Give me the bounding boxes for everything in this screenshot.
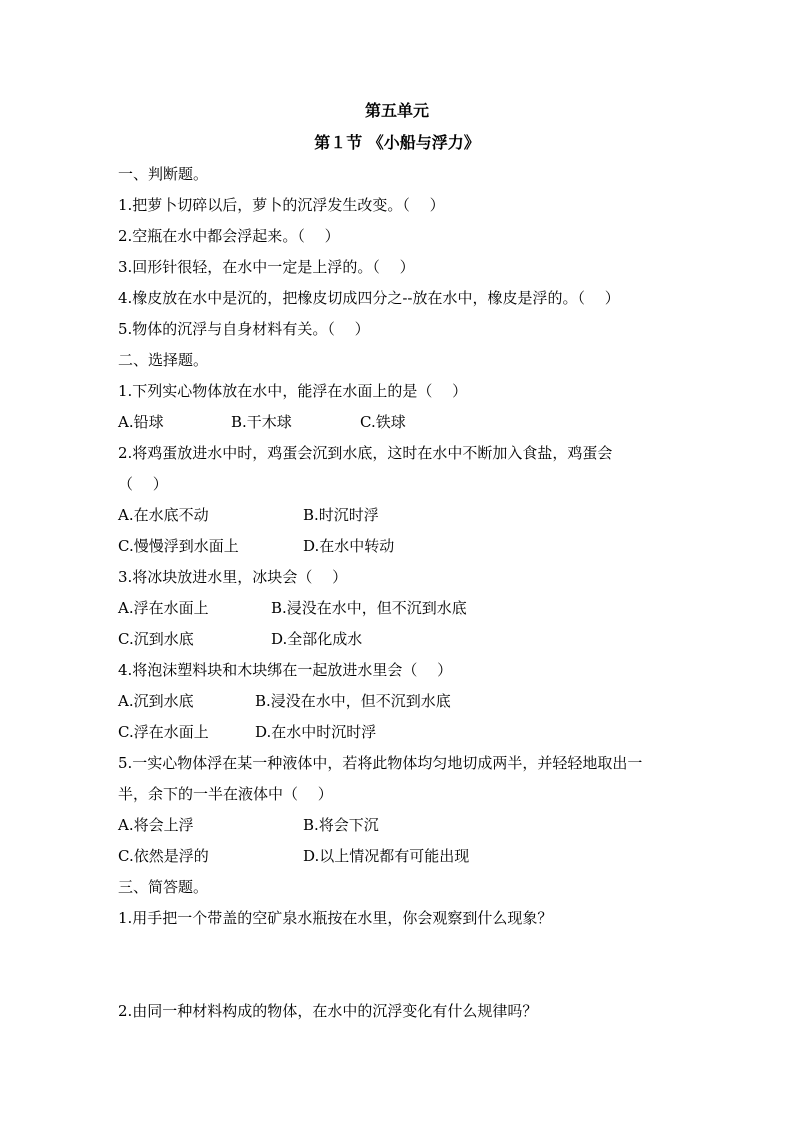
choice-q5-option-d: D.以上情况都有可能出现: [303, 847, 470, 865]
choice-q4-stem: 4.将泡沫塑料块和木块绑在一起放进水里会（ ）: [118, 661, 453, 679]
choice-q1-option-a: A.铅球: [118, 413, 164, 431]
short-answer-q1: 1.用手把一个带盖的空矿泉水瓶按在水里，你会观察到什么现象？: [118, 909, 553, 927]
section-heading-choice: 二、选择题。: [118, 351, 209, 369]
choice-q2-option-a: A.在水底不动: [118, 506, 209, 524]
choice-q4-option-a: A.沉到水底: [118, 692, 194, 710]
choice-q1-option-b: B.干木球: [231, 413, 292, 431]
choice-q4-option-b: B.浸没在水中，但不沉到水底: [255, 692, 451, 710]
choice-q4-option-d: D.在水中时沉时浮: [255, 723, 377, 741]
choice-q5-option-a: A.将会上浮: [118, 816, 194, 834]
choice-q1-stem: 1.下列实心物体放在水中，能浮在水面上的是（ ）: [118, 382, 468, 400]
unit-title: 第五单元: [364, 101, 429, 120]
section-heading-short-answer: 三、简答题。: [118, 878, 209, 896]
short-answer-q2: 2.由同一种材料构成的物体，在水中的沉浮变化有什么规律吗？: [118, 1002, 538, 1020]
judgment-item-3: 3.回形针很轻，在水中一定是上浮的。（ ）: [118, 258, 415, 276]
choice-q2-option-d: D.在水中转动: [303, 537, 395, 555]
choice-q2-option-c: C.慢慢浮到水面上: [118, 537, 239, 555]
judgment-item-1: 1.把萝卜切碎以后，萝卜的沉浮发生改变。（ ）: [118, 196, 445, 214]
choice-q1-option-c: C.铁球: [360, 413, 406, 431]
choice-q5-stem: 5.一实心物体浮在某一种液体中，若将此物体均匀地切成两半，并轻轻地取出一: [118, 754, 643, 772]
choice-q3-option-a: A.浮在水面上: [118, 599, 209, 617]
judgment-item-5: 5.物体的沉浮与自身材料有关。（ ）: [118, 320, 370, 338]
judgment-item-4: 4.橡皮放在水中是沉的，把橡皮切成四分之--放在水中，橡皮是浮的。（ ）: [118, 289, 620, 307]
choice-q2-stem: 2.将鸡蛋放进水中时，鸡蛋会沉到水底，这时在水中不断加入食盐，鸡蛋会: [118, 444, 613, 462]
choice-q4-option-c: C.浮在水面上: [118, 723, 209, 741]
choice-q5-option-b: B.将会下沉: [303, 816, 379, 834]
choice-q3-option-c: C.沉到水底: [118, 630, 194, 648]
choice-q5-stem-cont: 半，余下的一半在液体中（ ）: [118, 785, 333, 803]
section-heading-judgment: 一、判断题。: [118, 165, 209, 183]
choice-q2-option-b: B.时沉时浮: [303, 506, 379, 524]
lesson-title: 第１节 《小船与浮力》: [314, 133, 480, 152]
choice-q3-stem: 3.将冰块放进水里，冰块会（ ）: [118, 568, 348, 586]
choice-q5-option-c: C.依然是浮的: [118, 847, 209, 865]
choice-q3-option-d: D.全部化成水: [271, 630, 363, 648]
choice-q3-option-b: B.浸没在水中，但不沉到水底: [271, 599, 467, 617]
choice-q2-stem-cont: （ ）: [118, 475, 168, 493]
judgment-item-2: 2.空瓶在水中都会浮起来。（ ）: [118, 227, 340, 245]
